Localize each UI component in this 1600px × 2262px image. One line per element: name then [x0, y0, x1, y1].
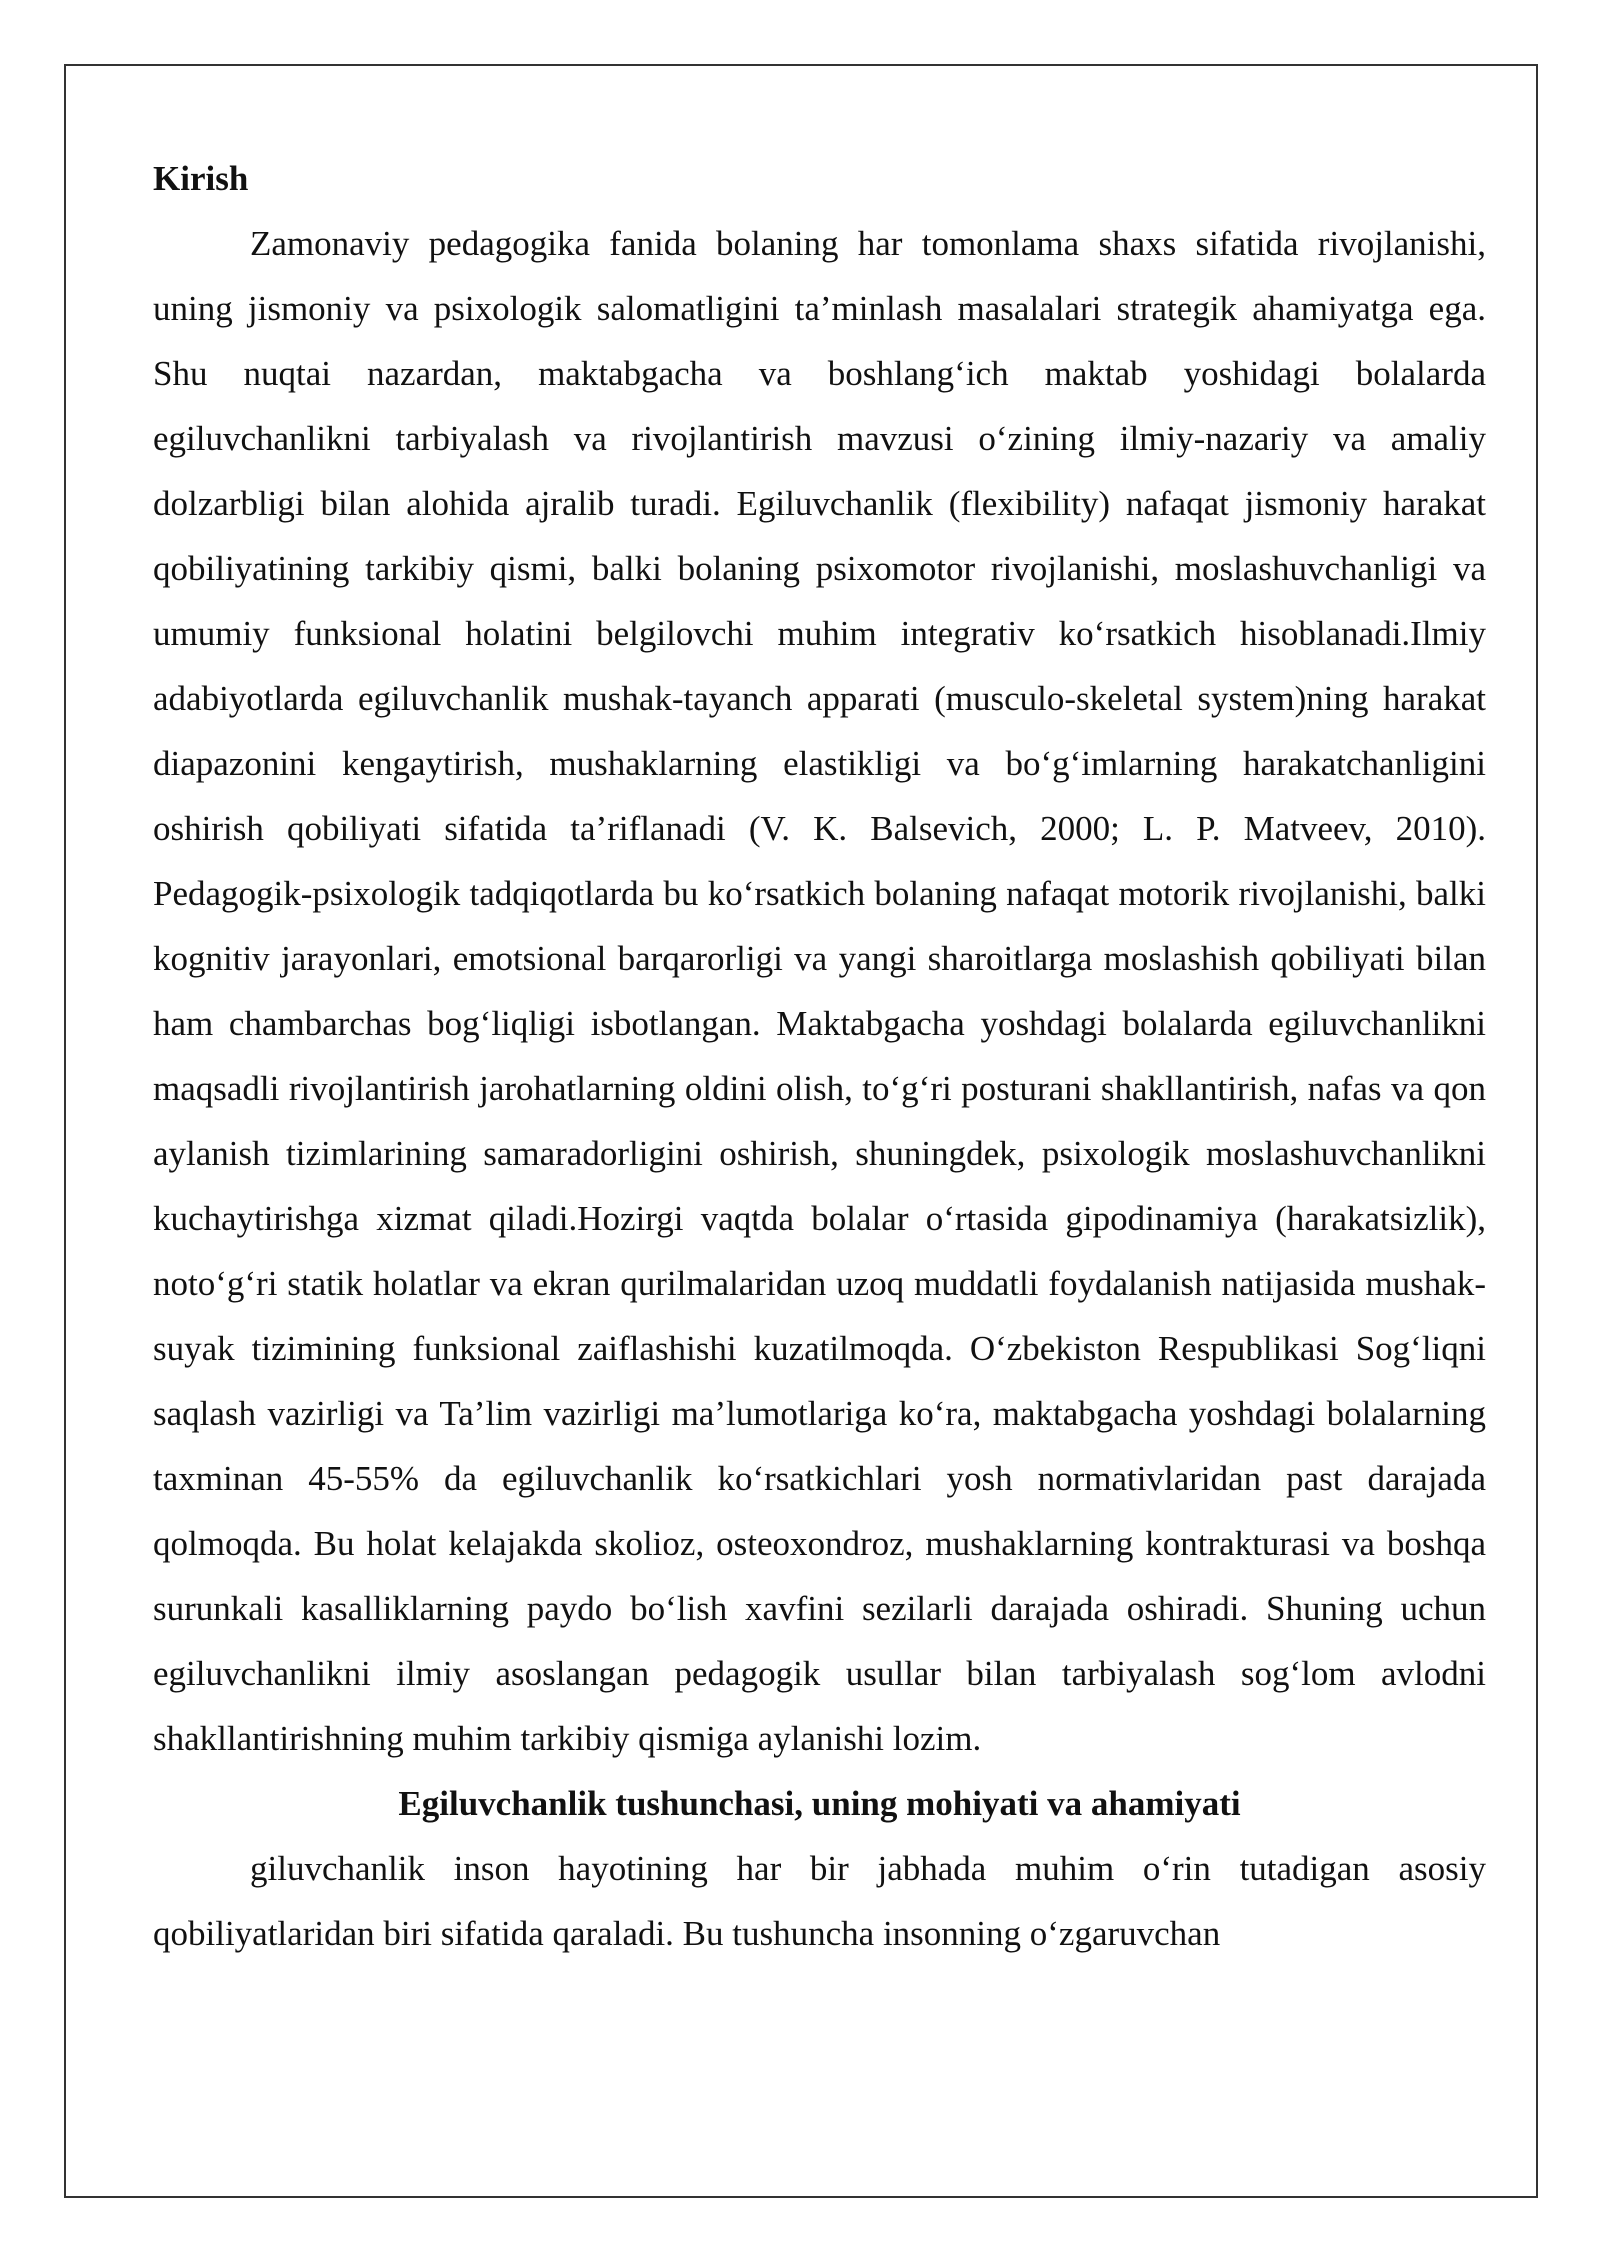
section-heading: Egiluvchanlik tushunchasi, uning mohiyati va ahamiyati: [398, 1784, 1241, 1823]
document-body: [153, 146, 1486, 1966]
intro-paragraph: Zamonaviy pedagogika fanida bolaning har tomonlama shaxs sifatida rivojlanishi, uning jismoniy va psixologik salomatligini ta’minlash masalalari strategik ahamiyatga ega. Shu nuqtai nazardan, maktabgacha va boshlang‘ich maktab yoshidagi bolalarda egiluvchanlikni tarbiyalash va rivojlantirish mavzusi o‘zining ilmiy-nazariy va amaliy dolzarbligi bilan alohida ajralib turadi. Egiluvchanlik (flexibility) nafaqat jismoniy harakat qobiliyatining tarkibiy qismi, balki bolaning psixomotor rivojlanishi, moslashuvchanligi va umumiy funksional holatini belgilovchi muhim integrativ ko‘rsatkich hisoblanadi.Ilmiy adabiyotlarda egiluvchanlik mushak-tayanch apparati (musculo-skeletal system)ning harakat diapazonini kengaytirish, mushaklarning elastikligi va bo‘g‘imlarning harakatchanligini oshirish qobiliyati sifatida ta’riflanadi (V. K. Balsevich, 2000; L. P. Matveev, 2010). Pedagogik-psixologik tadqiqotlarda bu ko‘rsatkich bolaning nafaqat motorik rivojlanishi, balki kognitiv jarayonlari, emotsional barqarorligi va yangi sharoitlarga moslashish qobiliyati bilan ham chambarchas bog‘liqligi isbotlangan. Maktabgacha yoshdagi bolalarda egiluvchanlikni maqsadli rivojlantirish jarohatlarning oldini olish, to‘g‘ri posturani shakllantirish, nafas va qon aylanish tizimlarining samaradorligini oshirish, shuningdek, psixologik moslashuvchanlikni kuchaytirishga xizmat qiladi.Hozirgi vaqtda bolalar o‘rtasida gipodinamiya (harakatsizlik), noto‘g‘ri statik holatlar va ekran qurilmalaridan uzoq muddatli foydalanish natijasida mushak-suyak tizimining funksional zaiflashishi kuzatilmoqda. O‘zbekiston Respublikasi Sog‘liqni saqlash vazirligi va Ta’lim vazirligi ma’lumotlariga ko‘ra, maktabgacha yoshdagi bolalarning taxminan 45-55% da egiluvchanlik ko‘rsatkichlari yosh normativlaridan past darajada qolmoqda. Bu holat kelajakda skolioz, osteoxondroz, mushaklarning kontrakturasi va boshqa surunkali kasalliklarning paydo bo‘lish xavfini sezilarli darajada oshiradi. Shuning uchun egiluvchanlikni ilmiy asoslangan pedagogik usullar bilan tarbiyalash sog‘lom avlodni shakllantirishning muhim tarkibiy qismiga aylanishi lozim.: [153, 224, 1486, 1758]
section-paragraph: giluvchanlik inson hayotining har bir jabhada muhim o‘rin tutadigan asosiy qobiliyatlaridan biri sifatida qaraladi. Bu tushuncha insonning o‘zgaruvchan: [153, 1849, 1486, 1953]
intro-heading: Kirish: [153, 159, 249, 198]
